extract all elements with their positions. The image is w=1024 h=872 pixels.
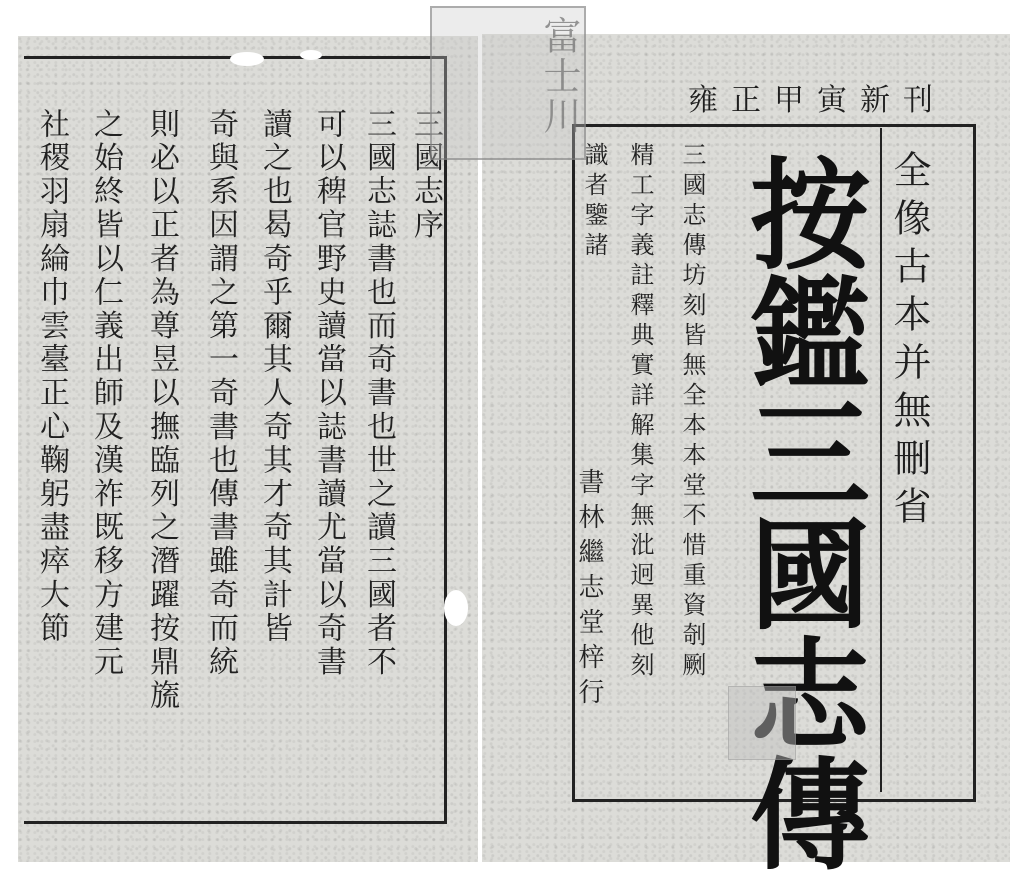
preface-line-8: 社稷羽扇綸巾雲臺正心鞠躬盡瘁大節 [34,108,69,646]
edition-line: 雍正甲寅新刊 [688,83,946,118]
preface-line-6: 則必以正者為尊昱以撫臨列之潛躍按鼎旒 [144,108,179,713]
notice-line-1: 三國志傳坊刻皆無全本本堂不惜重資剞劂 [678,142,706,682]
publisher-line: 書林繼志堂梓行 [574,468,604,713]
small-seal-mark [728,686,796,760]
preface-line-2: 三國志誌書也而奇書也世之讀三國者不 [361,108,396,680]
preface-line-3: 可以稗官野史讀當以誌書讀尤當以奇書 [311,108,346,680]
library-seal [430,6,586,160]
preface-line-4: 讀之也曷奇乎爾其人奇其才奇其計皆 [257,108,292,646]
preface-line-5: 奇與系因謂之第一奇書也傳書雖奇而統 [203,108,238,680]
notice-line-2: 精工字義註釋典實詳解集字無沘迥異他刻 [626,142,654,682]
seal-text: 富士川 [537,16,581,136]
preface-line-1: 三國志序 [408,108,443,243]
main-title: 按鑑三國志傳 [730,152,871,872]
paper-hole [230,52,264,66]
column-divider [880,128,882,792]
notice-line-3: 識者鑒諸 [580,142,608,262]
paper-hole [444,590,468,626]
subtitle: 全像古本并無刪省 [887,150,931,534]
preface-line-7: 之始終皆以仁義出師及漢祚既移方建元 [88,108,123,680]
paper-hole [300,50,322,60]
